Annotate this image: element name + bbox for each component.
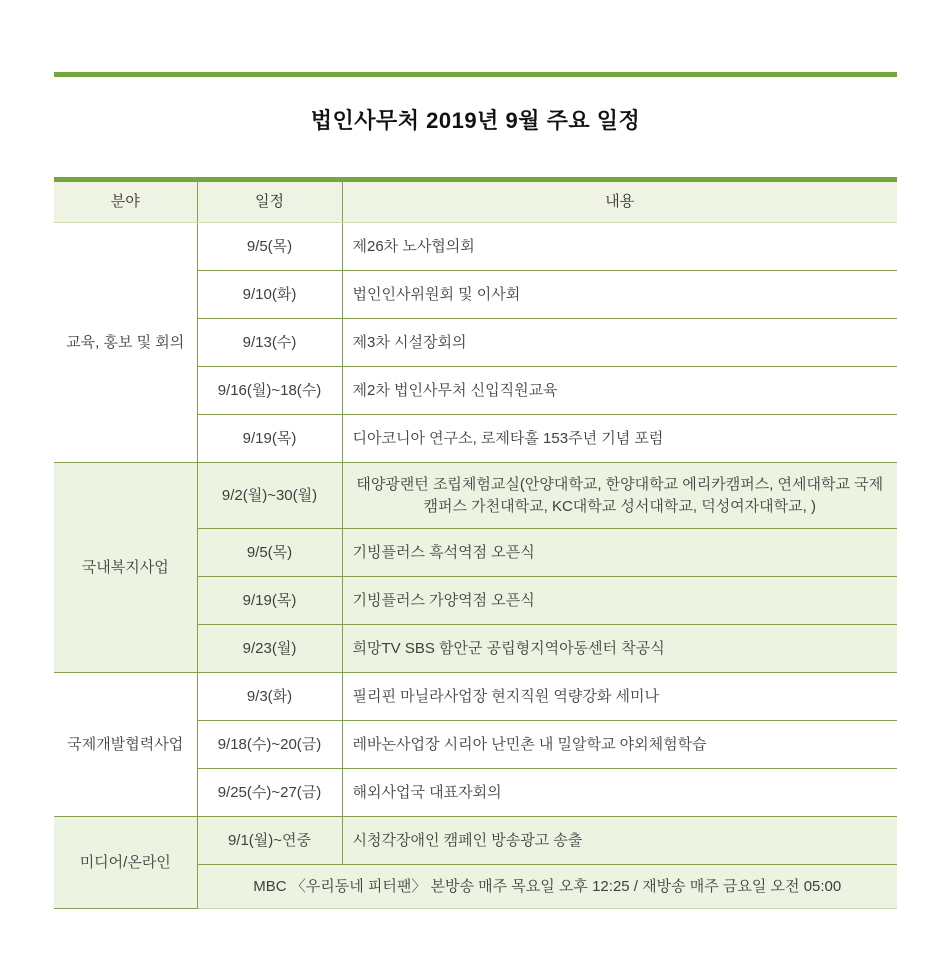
content-cell: 제26차 노사협의회 (342, 223, 897, 271)
date-cell: 9/3(화) (197, 673, 342, 721)
content-cell-merged-broadcast: MBC 〈우리동네 피터팬〉 본방송 매주 목요일 오후 12:25 / 재방송 매주 금요일 오전 05:00 (197, 865, 897, 909)
header-row (54, 180, 897, 223)
header-content: 내용 (342, 180, 897, 223)
date-cell: 9/16(월)~18(수) (197, 367, 342, 415)
date-cell: 9/5(목) (197, 223, 342, 271)
date-cell: 9/5(목) (197, 529, 342, 577)
content-cell: 필리핀 마닐라사업장 현지직원 역량강화 세미나 (342, 673, 897, 721)
category-cell-international-dev: 국제개발협력사업 (54, 673, 197, 817)
page-title: 법인사무처 2019년 9월 주요 일정 (310, 108, 641, 133)
content-cell: 제3차 시설장회의 (342, 319, 897, 367)
category-cell-media-online: 미디어/온라인 (54, 817, 197, 909)
table-row (54, 463, 897, 529)
table-row (54, 817, 897, 865)
date-cell: 9/2(월)~30(월) (197, 463, 342, 529)
date-cell: 9/13(수) (197, 319, 342, 367)
content-cell: 디아코니아 연구소, 로제타홀 153주년 기념 포럼 (342, 415, 897, 463)
content-cell: 희망TV SBS 함안군 공립형지역아동센터 착공식 (342, 625, 897, 673)
content-cell: 해외사업국 대표자회의 (342, 769, 897, 817)
table-header (54, 180, 897, 223)
date-cell: 9/19(목) (197, 415, 342, 463)
date-cell: 9/10(화) (197, 271, 342, 319)
date-cell: 9/25(수)~27(금) (197, 769, 342, 817)
content-cell: 제2차 법인사무처 신입직원교육 (342, 367, 897, 415)
date-cell: 9/19(목) (197, 577, 342, 625)
content-cell: 시청각장애인 캠페인 방송광고 송출 (342, 817, 897, 865)
content-cell: 태양광랜턴 조립체험교실(안양대학교, 한양대학교 에리카캠퍼스, 연세대학교 국제캠퍼스 가천대학교, KC대학교 성서대학교, 덕성여자대학교, ) (342, 463, 897, 529)
header-category: 분야 (54, 180, 197, 223)
table-row (54, 223, 897, 271)
content-cell: 기빙플러스 흑석역점 오픈식 (342, 529, 897, 577)
content-cell: 기빙플러스 가양역점 오픈식 (342, 577, 897, 625)
date-cell: 9/23(월) (197, 625, 342, 673)
content-cell: 레바논사업장 시리아 난민촌 내 밀알학교 야외체험학습 (342, 721, 897, 769)
table-row (54, 673, 897, 721)
content-cell: 법인인사위원회 및 이사회 (342, 271, 897, 319)
top-divider-bar (54, 72, 897, 77)
date-cell: 9/1(월)~연중 (197, 817, 342, 865)
date-cell: 9/18(수)~20(금) (197, 721, 342, 769)
header-date: 일정 (197, 180, 342, 223)
category-cell-education: 교육, 홍보 및 회의 (54, 223, 197, 463)
category-cell-domestic-welfare: 국내복지사업 (54, 463, 197, 673)
schedule-table (54, 177, 897, 909)
